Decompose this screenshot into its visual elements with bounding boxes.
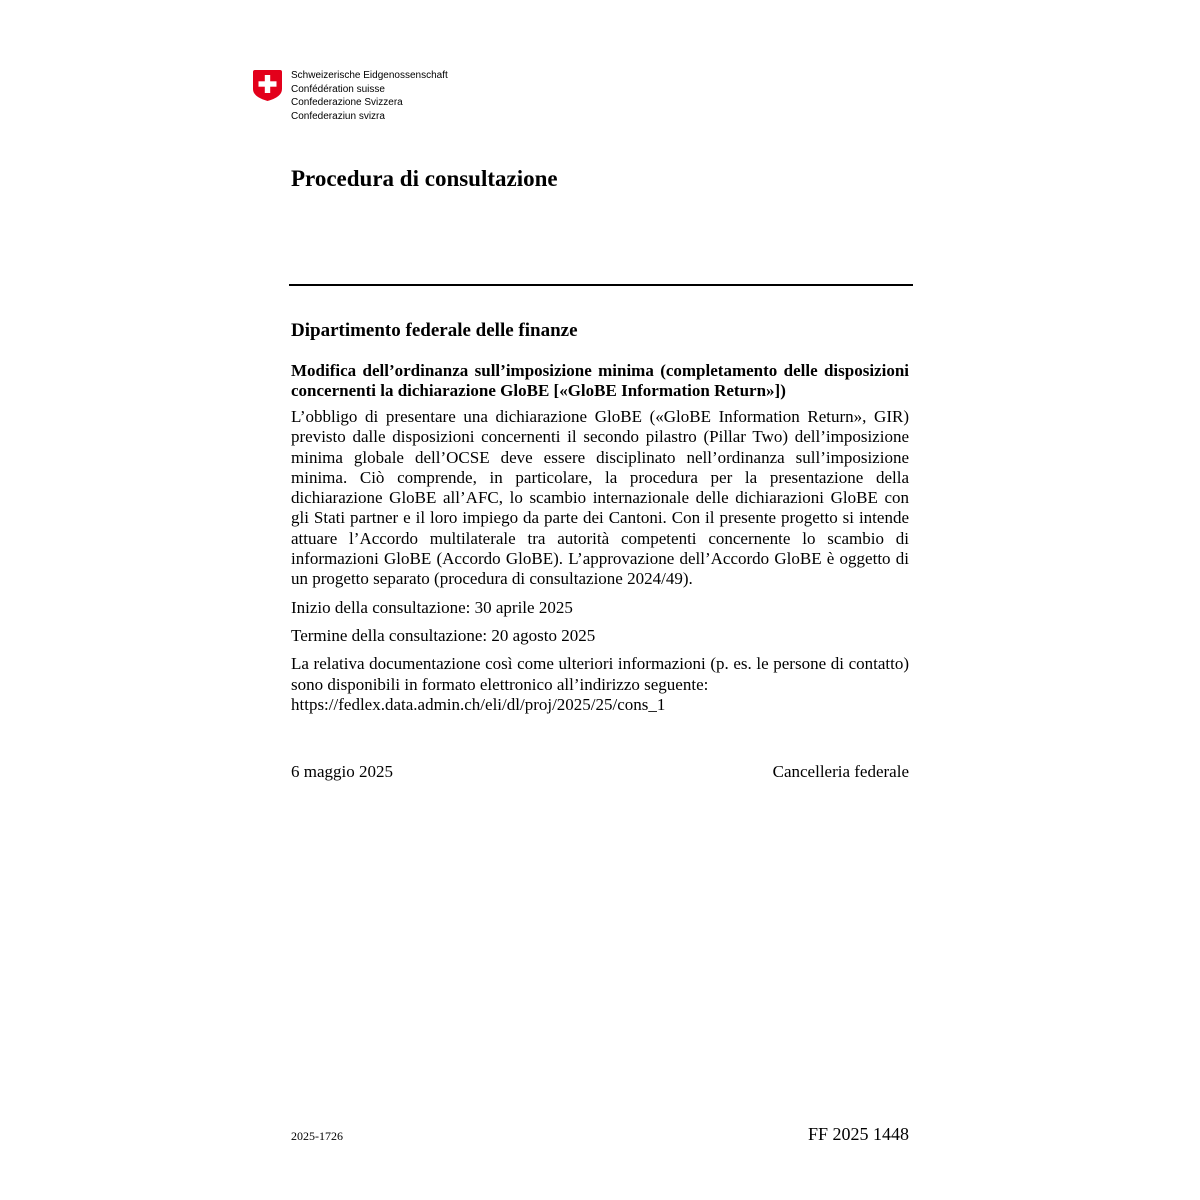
department-heading: Dipartimento federale delle finanze: [291, 320, 578, 341]
ff-reference: FF 2025 1448: [807, 1124, 909, 1144]
publication-date: 6 maggio 2025: [291, 762, 393, 781]
swiss-cross-icon: [253, 70, 282, 101]
issuer-name-rm: Confederaziun svizra: [291, 110, 385, 122]
consultation-end: Termine della consultazione: 20 agosto 2025: [291, 625, 596, 645]
signatory: Cancelleria federale: [772, 762, 909, 781]
consultation-start: Inizio della consultazione: 30 aprile 2025: [291, 597, 573, 617]
page-footer: [291, 1124, 909, 1146]
issuer-names: [291, 69, 448, 123]
page-title: Procedura di consultazione: [291, 166, 558, 191]
issuer-name-fr: Confédération suisse: [291, 83, 385, 95]
subject-heading: Modifica dell’ordinanza sull’imposizione minima (completamento delle disposizioni concernenti la dichiarazione GloBE [«GloBE Information Return»]): [291, 361, 909, 400]
documentation-link[interactable]: https://fedlex.data.admin.ch/eli/dl/proj/2025/25/cons_1: [291, 694, 666, 714]
description-paragraph: L’obbligo di presentare una dichiarazione GloBE («GloBE Information Return», GIR) previsto dalle disposizioni concernenti il secondo pilastro (Pillar Two) dell’imposizione minima globale dell’OCSE deve essere disciplinato nell’ordinanza sull’imposizione minima. Ciò comprende, in particolare, la procedura per la presentazione della dichiarazione GloBE all’AFC, lo scambio internazionale delle dichiarazioni GloBE con gli Stati partner e il loro impiego da parte dei Cantoni. Con il presente progetto si intende attuare l’Accordo multilaterale tra autorità competenti concernente lo scambio di informazioni GloBE (Accordo GloBE). L’approvazione dell’Accordo GloBE è oggetto di un progetto separato (procedura di consultazione 2024/49).: [291, 407, 909, 589]
document-number: 2025-1726: [291, 1129, 343, 1143]
title-divider: [289, 284, 913, 286]
issuer-name-de: Schweizerische Eidgenossenschaft: [291, 70, 448, 81]
documentation-paragraph: [291, 654, 909, 715]
documentation-text: La relativa documentazione così come ulteriori informazioni (p. es. le persone di contatto) sono disponibili in formato elettronico all’indirizzo seguente:: [291, 654, 909, 694]
issuer-name-it: Confederazione Svizzera: [291, 97, 403, 108]
announcement-body: [291, 318, 909, 723]
